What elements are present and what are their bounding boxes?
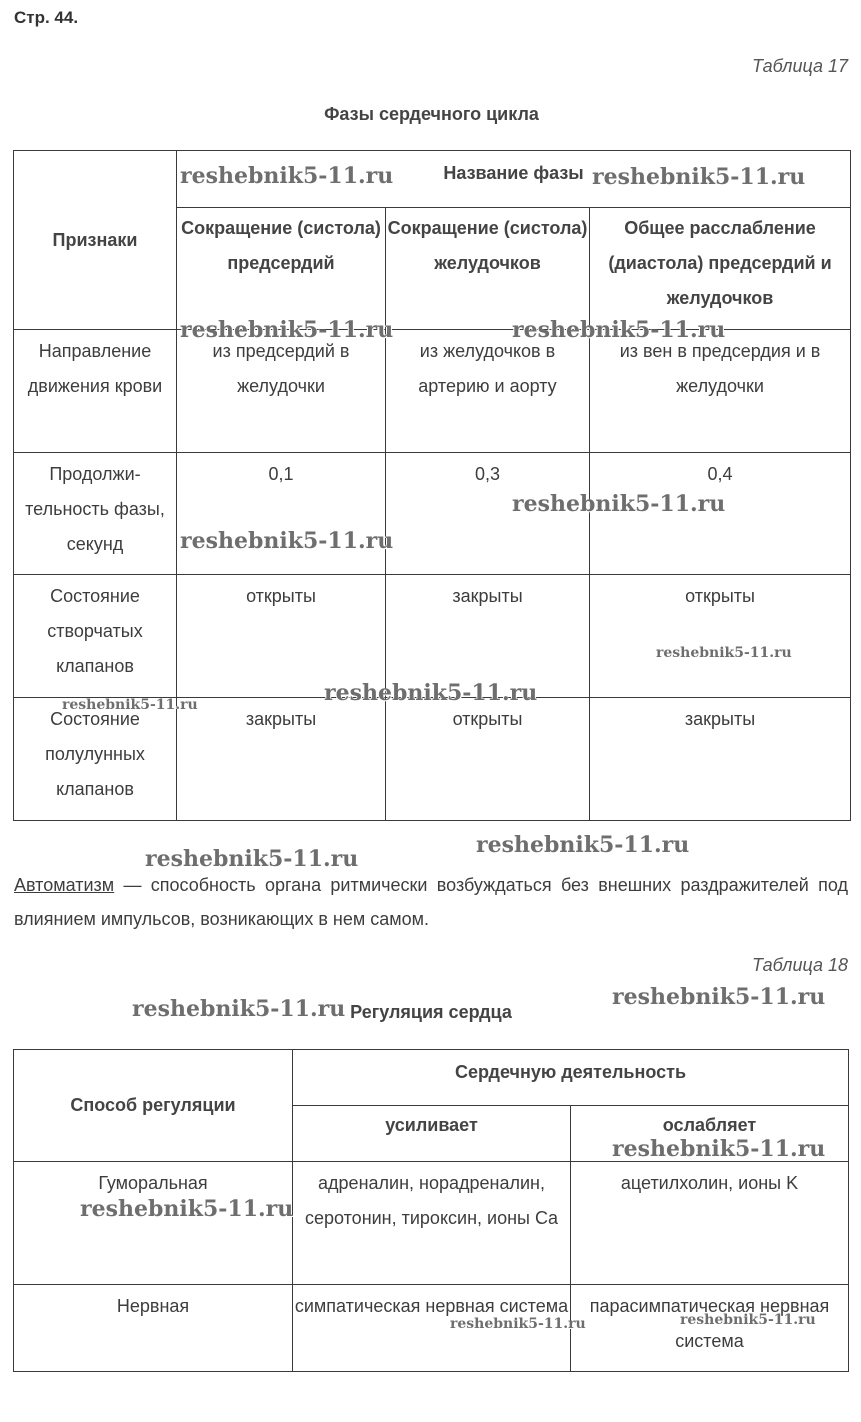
term-automatism: Автоматизм bbox=[14, 875, 115, 895]
table-17-title: Фазы сердечного цикла bbox=[324, 104, 539, 124]
row-increases: симпатическая нервная система bbox=[293, 1285, 571, 1372]
row-decreases: парасимпатическая нервная система bbox=[571, 1285, 849, 1372]
heart-regulation-table bbox=[13, 1049, 849, 1372]
watermark: reshebnik5-11.ru bbox=[62, 697, 198, 713]
table-row bbox=[14, 330, 851, 453]
watermark: reshebnik5-11.ru bbox=[512, 317, 726, 343]
header-decreases: ослабляет bbox=[571, 1106, 849, 1162]
watermark: reshebnik5-11.ru bbox=[512, 491, 726, 517]
header-features: Признаки bbox=[14, 151, 177, 330]
row-value: из вен в предсердия и в желудочки bbox=[590, 330, 851, 453]
watermark: reshebnik5-11.ru bbox=[324, 680, 538, 706]
row-value: закрыты bbox=[590, 698, 851, 821]
watermark: reshebnik5-11.ru bbox=[680, 1312, 816, 1328]
row-value: 0,3 bbox=[386, 453, 590, 575]
table-row bbox=[14, 453, 851, 575]
row-method: Нервная bbox=[14, 1285, 293, 1372]
watermark: reshebnik5-11.ru bbox=[132, 996, 346, 1022]
watermark: reshebnik5-11.ru bbox=[180, 163, 394, 189]
watermark: reshebnik5-11.ru bbox=[80, 1196, 294, 1222]
definition-text: — способность органа ритмически возбуждаться без внешних раздражителей под влиянием импульсов, возникающих в нем самом. bbox=[14, 875, 848, 929]
table-17-caption: Таблица 17 bbox=[751, 56, 848, 76]
row-value: 0,4 bbox=[590, 453, 851, 575]
watermark: reshebnik5-11.ru bbox=[180, 528, 394, 554]
watermark: reshebnik5-11.ru bbox=[656, 645, 792, 661]
row-value: 0,1 bbox=[177, 453, 386, 575]
row-value: открыты bbox=[177, 575, 386, 698]
table-row bbox=[14, 1162, 849, 1285]
table-18-title: Регуляция сердца bbox=[350, 1002, 512, 1022]
row-feature: Направление движения крови bbox=[14, 330, 177, 453]
header-phase-name: Название фазы bbox=[177, 151, 851, 208]
automatism-definition bbox=[14, 868, 848, 936]
watermark: reshebnik5-11.ru bbox=[450, 1316, 586, 1332]
header-activity: Сердечную деятельность bbox=[293, 1050, 849, 1106]
watermark: reshebnik5-11.ru bbox=[592, 164, 806, 190]
watermark: reshebnik5-11.ru bbox=[612, 984, 826, 1010]
header-increases: усиливает bbox=[293, 1106, 571, 1162]
row-value: из желудочков в артерию и аорту bbox=[386, 330, 590, 453]
row-feature: Продолжи-тельность фазы, секунд bbox=[14, 453, 177, 575]
watermark: reshebnik5-11.ru bbox=[612, 1136, 826, 1162]
watermark: reshebnik5-11.ru bbox=[476, 832, 690, 858]
header-phase-1: Сокращение (систола) предсердий bbox=[177, 208, 386, 330]
row-value: открыты bbox=[590, 575, 851, 698]
row-feature: Состояние полулунных клапанов bbox=[14, 698, 177, 821]
header-phase-3: Общее расслабление (диастола) предсердий и желудочков bbox=[590, 208, 851, 330]
cardiac-cycle-table bbox=[13, 150, 851, 821]
row-method: Гуморальная bbox=[14, 1162, 293, 1285]
table-row bbox=[14, 575, 851, 698]
header-method: Способ регуляции bbox=[14, 1050, 293, 1162]
watermark: reshebnik5-11.ru bbox=[145, 846, 359, 872]
row-value: открыты bbox=[386, 698, 590, 821]
watermark: reshebnik5-11.ru bbox=[180, 317, 394, 343]
row-decreases: ацетилхолин, ионы K bbox=[571, 1162, 849, 1285]
table-row bbox=[14, 698, 851, 821]
table-18-caption: Таблица 18 bbox=[751, 955, 848, 975]
row-increases: адреналин, норадреналин, серотонин, тироксин, ионы Ca bbox=[293, 1162, 571, 1285]
table-row bbox=[14, 1285, 849, 1372]
row-feature: Состояние створчатых клапанов bbox=[14, 575, 177, 698]
row-value: закрыты bbox=[177, 698, 386, 821]
header-phase-2: Сокращение (систола) желудочков bbox=[386, 208, 590, 330]
row-value: закрыты bbox=[386, 575, 590, 698]
row-value: из предсердий в желудочки bbox=[177, 330, 386, 453]
page-reference: Стр. 44. bbox=[14, 8, 79, 27]
